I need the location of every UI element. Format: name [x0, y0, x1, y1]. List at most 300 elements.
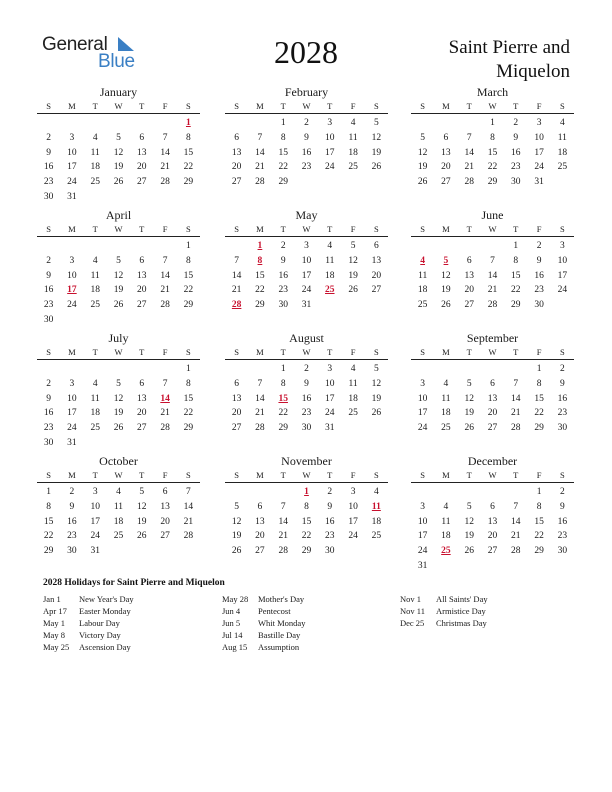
weekday-label: M	[68, 347, 76, 357]
weekday-label: M	[442, 224, 450, 234]
empty-cell	[107, 362, 130, 377]
day-cell: 14	[255, 393, 265, 404]
day-cell: 11	[441, 516, 451, 527]
weekday-label: T	[92, 101, 98, 111]
day-cell: 17	[90, 516, 100, 527]
day-cell: 10	[557, 255, 568, 266]
day-cell: 5	[373, 364, 379, 374]
day-cell: 26	[464, 423, 474, 434]
month-july	[37, 331, 200, 451]
day-cell: 31	[301, 300, 312, 311]
month-name: December	[467, 454, 518, 468]
day-grid	[411, 362, 574, 436]
day-cell: 21	[255, 408, 265, 419]
empty-cell	[84, 362, 107, 377]
day-cell: 31	[534, 177, 544, 188]
weekday-header	[411, 223, 574, 237]
empty-cell	[60, 116, 83, 131]
weekday-label: M	[68, 470, 76, 480]
day-cell: 23	[557, 408, 568, 419]
weekday-header	[37, 346, 200, 360]
day-cell: 17	[348, 516, 358, 527]
day-cell: 14	[511, 393, 521, 404]
holiday-name: Mother's Day	[258, 594, 305, 604]
day-cell: 5	[466, 378, 472, 389]
day-cell: 15	[301, 516, 312, 527]
day-cell: 31	[325, 423, 335, 434]
holiday-name: Armistice Day	[436, 606, 486, 616]
month-april	[37, 208, 200, 328]
day-cell: 1	[536, 487, 542, 497]
day-cell: 23	[325, 531, 335, 542]
empty-cell	[248, 116, 271, 131]
day-cell: 25	[441, 423, 451, 434]
day-cell: 22	[43, 531, 54, 542]
day-cell: 29	[301, 546, 312, 557]
empty-cell	[411, 239, 434, 254]
weekday-label: T	[280, 347, 286, 357]
holiday-column	[43, 593, 134, 653]
month-august	[225, 331, 388, 436]
day-cell: 15	[534, 516, 544, 527]
day-cell: 8	[304, 501, 309, 512]
weekday-header	[411, 469, 574, 483]
day-grid	[37, 485, 200, 559]
weekday-label: F	[350, 224, 356, 234]
day-cell: 10	[67, 393, 77, 404]
weekday-label: S	[185, 470, 191, 480]
day-cell: 2	[559, 364, 565, 374]
day-cell: 12	[113, 270, 124, 281]
holiday-date: Aug 15	[222, 642, 248, 652]
empty-cell	[272, 485, 295, 500]
weekday-label: F	[162, 101, 168, 111]
day-cell: 9	[513, 132, 519, 143]
day-cell: 12	[231, 516, 242, 527]
day-cell: 12	[113, 147, 124, 158]
day-cell: 29	[183, 423, 194, 434]
day-cell: 10	[417, 393, 428, 404]
day-cell: 21	[464, 162, 474, 173]
day-cell: 9	[280, 255, 286, 266]
weekday-label: S	[46, 347, 51, 357]
weekday-label: W	[114, 224, 123, 234]
weekday-header	[225, 346, 388, 360]
weekday-label: M	[442, 470, 450, 480]
day-cell: 1	[513, 241, 519, 251]
holiday-row	[43, 593, 134, 605]
day-cell: 12	[441, 270, 451, 281]
day-cell: 2	[304, 118, 309, 128]
weekday-label: S	[234, 347, 239, 357]
month-name: August	[289, 331, 324, 345]
day-cell: 2	[513, 118, 519, 128]
day-cell: 5	[350, 241, 356, 251]
day-cell: 21	[160, 285, 170, 296]
weekday-label: S	[185, 101, 191, 111]
day-cell: 30	[325, 546, 335, 557]
day-cell: 1	[185, 241, 191, 251]
day-cell: 28	[255, 423, 265, 434]
holiday-day-cell: 11	[371, 501, 381, 512]
day-cell: 6	[162, 487, 168, 497]
empty-cell	[458, 116, 481, 131]
day-cell: 22	[183, 162, 194, 173]
month-november	[225, 454, 388, 559]
day-cell: 6	[466, 255, 472, 266]
day-cell: 22	[301, 531, 312, 542]
holiday-row	[400, 617, 488, 629]
weekday-label: T	[139, 224, 145, 234]
weekday-label: T	[466, 470, 472, 480]
day-cell: 8	[280, 378, 286, 389]
day-grid	[411, 485, 574, 574]
day-cell: 3	[92, 487, 98, 497]
empty-cell	[504, 485, 527, 500]
day-grid	[225, 362, 388, 436]
day-cell: 16	[557, 393, 568, 404]
day-cell: 17	[534, 147, 544, 158]
day-cell: 10	[348, 501, 358, 512]
weekday-label: S	[234, 224, 239, 234]
weekday-label: T	[466, 347, 472, 357]
weekday-label: F	[162, 347, 168, 357]
day-cell: 22	[278, 162, 288, 173]
weekday-header	[37, 100, 200, 114]
day-cell: 24	[417, 546, 428, 557]
day-cell: 13	[487, 516, 498, 527]
day-cell: 2	[304, 364, 309, 374]
day-cell: 27	[441, 177, 451, 188]
empty-cell	[248, 485, 271, 500]
day-cell: 8	[536, 378, 542, 389]
day-cell: 26	[137, 531, 147, 542]
day-cell: 12	[417, 147, 428, 158]
day-cell: 8	[185, 132, 191, 143]
holiday-date: May 8	[43, 630, 65, 640]
weekday-label: S	[559, 101, 565, 111]
empty-cell	[458, 239, 481, 254]
weekday-label: F	[536, 470, 542, 480]
day-cell: 22	[183, 285, 194, 296]
day-cell: 28	[487, 300, 498, 311]
empty-cell	[84, 116, 107, 131]
country-line-1: Saint Pierre and	[448, 37, 570, 58]
day-cell: 25	[90, 300, 100, 311]
holiday-name: New Year's Day	[79, 594, 134, 604]
day-cell: 7	[490, 255, 495, 266]
holiday-date: Jun 4	[222, 606, 241, 616]
day-cell: 22	[255, 285, 265, 296]
day-cell: 21	[487, 285, 498, 296]
day-cell: 12	[371, 378, 382, 389]
empty-cell	[37, 116, 60, 131]
day-cell: 29	[511, 300, 521, 311]
day-cell: 19	[417, 162, 428, 173]
day-cell: 9	[46, 393, 52, 404]
day-cell: 25	[90, 423, 100, 434]
day-cell: 13	[231, 393, 242, 404]
day-cell: 7	[513, 501, 519, 512]
day-cell: 22	[487, 162, 498, 173]
day-cell: 23	[67, 531, 77, 542]
holiday-day-cell: 25	[325, 285, 335, 296]
month-name: July	[108, 331, 129, 345]
empty-cell	[225, 485, 248, 500]
weekday-label: W	[488, 101, 497, 111]
weekday-label: T	[466, 224, 472, 234]
empty-cell	[504, 362, 527, 377]
weekday-label: S	[559, 470, 565, 480]
weekday-label: M	[256, 101, 264, 111]
day-cell: 29	[278, 177, 288, 188]
holiday-date: May 28	[222, 594, 249, 604]
day-cell: 30	[43, 191, 54, 202]
day-cell: 30	[511, 177, 521, 188]
holiday-row	[400, 593, 488, 605]
day-cell: 2	[280, 241, 286, 251]
day-cell: 3	[559, 241, 565, 251]
day-cell: 27	[160, 531, 170, 542]
day-cell: 29	[183, 300, 194, 311]
empty-cell	[411, 116, 434, 131]
empty-cell	[60, 362, 83, 377]
day-cell: 13	[441, 147, 451, 158]
day-cell: 27	[255, 546, 265, 557]
weekday-label: W	[114, 101, 123, 111]
day-cell: 9	[46, 270, 52, 281]
day-cell: 19	[231, 531, 242, 542]
day-cell: 7	[162, 255, 168, 266]
day-cell: 3	[420, 501, 426, 512]
day-cell: 16	[43, 162, 54, 173]
day-cell: 21	[231, 285, 242, 296]
day-cell: 28	[511, 546, 521, 557]
holiday-row	[43, 641, 134, 653]
weekday-label: S	[373, 101, 379, 111]
holiday-day-cell: 14	[160, 393, 170, 404]
day-cell: 30	[557, 423, 568, 434]
holiday-day-cell: 1	[304, 487, 309, 497]
day-cell: 2	[536, 241, 542, 251]
holiday-day-cell: 28	[231, 300, 242, 311]
empty-cell	[225, 239, 248, 254]
day-cell: 3	[536, 118, 542, 128]
day-cell: 14	[231, 270, 242, 281]
day-cell: 29	[43, 546, 54, 557]
day-cell: 2	[46, 255, 52, 266]
day-cell: 8	[46, 501, 52, 512]
month-march	[411, 85, 574, 190]
day-cell: 28	[160, 300, 170, 311]
day-cell: 16	[67, 516, 77, 527]
day-cell: 8	[280, 132, 286, 143]
day-cell: 16	[301, 393, 312, 404]
day-cell: 22	[534, 408, 544, 419]
day-cell: 4	[92, 378, 98, 389]
weekday-header	[37, 223, 200, 237]
weekday-label: W	[114, 347, 123, 357]
day-cell: 25	[557, 162, 568, 173]
day-cell: 31	[67, 437, 77, 448]
month-february	[225, 85, 388, 190]
day-cell: 5	[466, 501, 472, 512]
day-cell: 29	[487, 177, 498, 188]
weekday-label: T	[280, 224, 286, 234]
day-cell: 7	[185, 487, 191, 497]
holiday-day-cell: 4	[420, 255, 426, 266]
day-cell: 16	[534, 270, 544, 281]
day-cell: 21	[183, 516, 194, 527]
day-cell: 24	[90, 531, 100, 542]
holiday-name: Pentecost	[258, 606, 291, 616]
day-cell: 11	[557, 132, 567, 143]
day-cell: 23	[534, 285, 544, 296]
empty-cell	[434, 362, 457, 377]
weekday-label: T	[92, 224, 98, 234]
day-cell: 13	[137, 393, 147, 404]
day-cell: 27	[371, 285, 382, 296]
day-cell: 15	[487, 147, 498, 158]
weekday-label: W	[302, 347, 311, 357]
weekday-label: T	[466, 101, 472, 111]
day-cell: 3	[304, 241, 309, 251]
day-cell: 11	[90, 393, 100, 404]
day-cell: 6	[234, 378, 240, 389]
holiday-name: Victory Day	[79, 630, 121, 640]
day-cell: 1	[280, 364, 286, 374]
day-cell: 3	[327, 364, 333, 374]
day-cell: 30	[301, 423, 312, 434]
weekday-label: S	[185, 347, 191, 357]
weekday-label: S	[234, 470, 239, 480]
weekday-label: W	[488, 470, 497, 480]
empty-cell	[37, 239, 60, 254]
day-grid	[225, 116, 388, 190]
day-cell: 19	[371, 147, 382, 158]
day-cell: 25	[371, 531, 382, 542]
empty-cell	[130, 362, 153, 377]
weekday-label: M	[256, 224, 264, 234]
weekday-label: W	[302, 224, 311, 234]
day-cell: 18	[371, 516, 382, 527]
day-cell: 27	[487, 546, 498, 557]
weekday-header	[411, 346, 574, 360]
day-cell: 15	[534, 393, 544, 404]
weekday-label: T	[513, 101, 519, 111]
day-grid	[37, 362, 200, 451]
empty-cell	[434, 116, 457, 131]
day-cell: 2	[559, 487, 565, 497]
day-cell: 6	[139, 255, 145, 266]
weekday-header	[225, 100, 388, 114]
day-cell: 7	[513, 378, 519, 389]
day-cell: 19	[113, 285, 124, 296]
day-cell: 27	[137, 300, 147, 311]
empty-cell	[153, 116, 176, 131]
day-cell: 15	[183, 270, 194, 281]
holiday-date: May 25	[43, 642, 70, 652]
day-cell: 13	[137, 270, 147, 281]
day-cell: 29	[534, 423, 544, 434]
day-cell: 14	[160, 270, 170, 281]
day-cell: 10	[534, 132, 544, 143]
holiday-date: Dec 25	[400, 618, 425, 628]
weekday-label: F	[350, 101, 356, 111]
weekday-header	[225, 469, 388, 483]
day-cell: 4	[92, 132, 98, 143]
day-cell: 23	[278, 285, 288, 296]
day-cell: 23	[43, 177, 54, 188]
day-cell: 16	[43, 408, 54, 419]
day-cell: 20	[231, 408, 242, 419]
day-cell: 23	[301, 162, 312, 173]
day-cell: 12	[371, 132, 382, 143]
day-cell: 10	[325, 132, 335, 143]
day-cell: 14	[511, 516, 521, 527]
month-january	[37, 85, 200, 205]
day-cell: 5	[116, 132, 121, 143]
day-cell: 28	[278, 546, 288, 557]
day-cell: 26	[113, 423, 124, 434]
weekday-label: T	[280, 101, 286, 111]
day-cell: 17	[325, 147, 335, 158]
day-cell: 19	[113, 408, 124, 419]
day-cell: 13	[487, 393, 498, 404]
day-cell: 11	[441, 393, 451, 404]
day-cell: 24	[301, 285, 312, 296]
day-cell: 11	[90, 270, 100, 281]
empty-cell	[130, 239, 153, 254]
day-cell: 11	[113, 501, 124, 512]
empty-cell	[481, 239, 504, 254]
day-cell: 12	[137, 501, 147, 512]
day-cell: 8	[185, 378, 191, 389]
day-cell: 17	[301, 270, 312, 281]
day-cell: 9	[304, 132, 309, 143]
day-cell: 23	[511, 162, 521, 173]
weekday-label: S	[373, 224, 379, 234]
holiday-name: Christmas Day	[436, 618, 487, 628]
month-name: September	[466, 331, 519, 345]
weekday-label: W	[114, 470, 123, 480]
day-cell: 28	[255, 177, 265, 188]
day-cell: 20	[487, 408, 498, 419]
empty-cell	[458, 362, 481, 377]
day-cell: 25	[348, 408, 358, 419]
day-cell: 17	[67, 162, 77, 173]
day-cell: 20	[137, 408, 147, 419]
day-cell: 15	[183, 393, 194, 404]
day-cell: 6	[257, 501, 263, 512]
holiday-column	[222, 593, 305, 653]
day-cell: 9	[536, 255, 542, 266]
day-cell: 20	[137, 285, 147, 296]
weekday-label: T	[327, 470, 333, 480]
day-cell: 10	[301, 255, 312, 266]
day-cell: 16	[278, 270, 288, 281]
day-cell: 13	[160, 501, 170, 512]
weekday-label: S	[420, 470, 425, 480]
day-cell: 7	[257, 132, 263, 143]
month-name: June	[481, 208, 504, 222]
holiday-row	[222, 641, 305, 653]
day-cell: 6	[139, 132, 145, 143]
weekday-label: F	[162, 470, 168, 480]
weekday-label: F	[536, 224, 542, 234]
day-cell: 19	[464, 408, 474, 419]
day-cell: 19	[441, 285, 451, 296]
